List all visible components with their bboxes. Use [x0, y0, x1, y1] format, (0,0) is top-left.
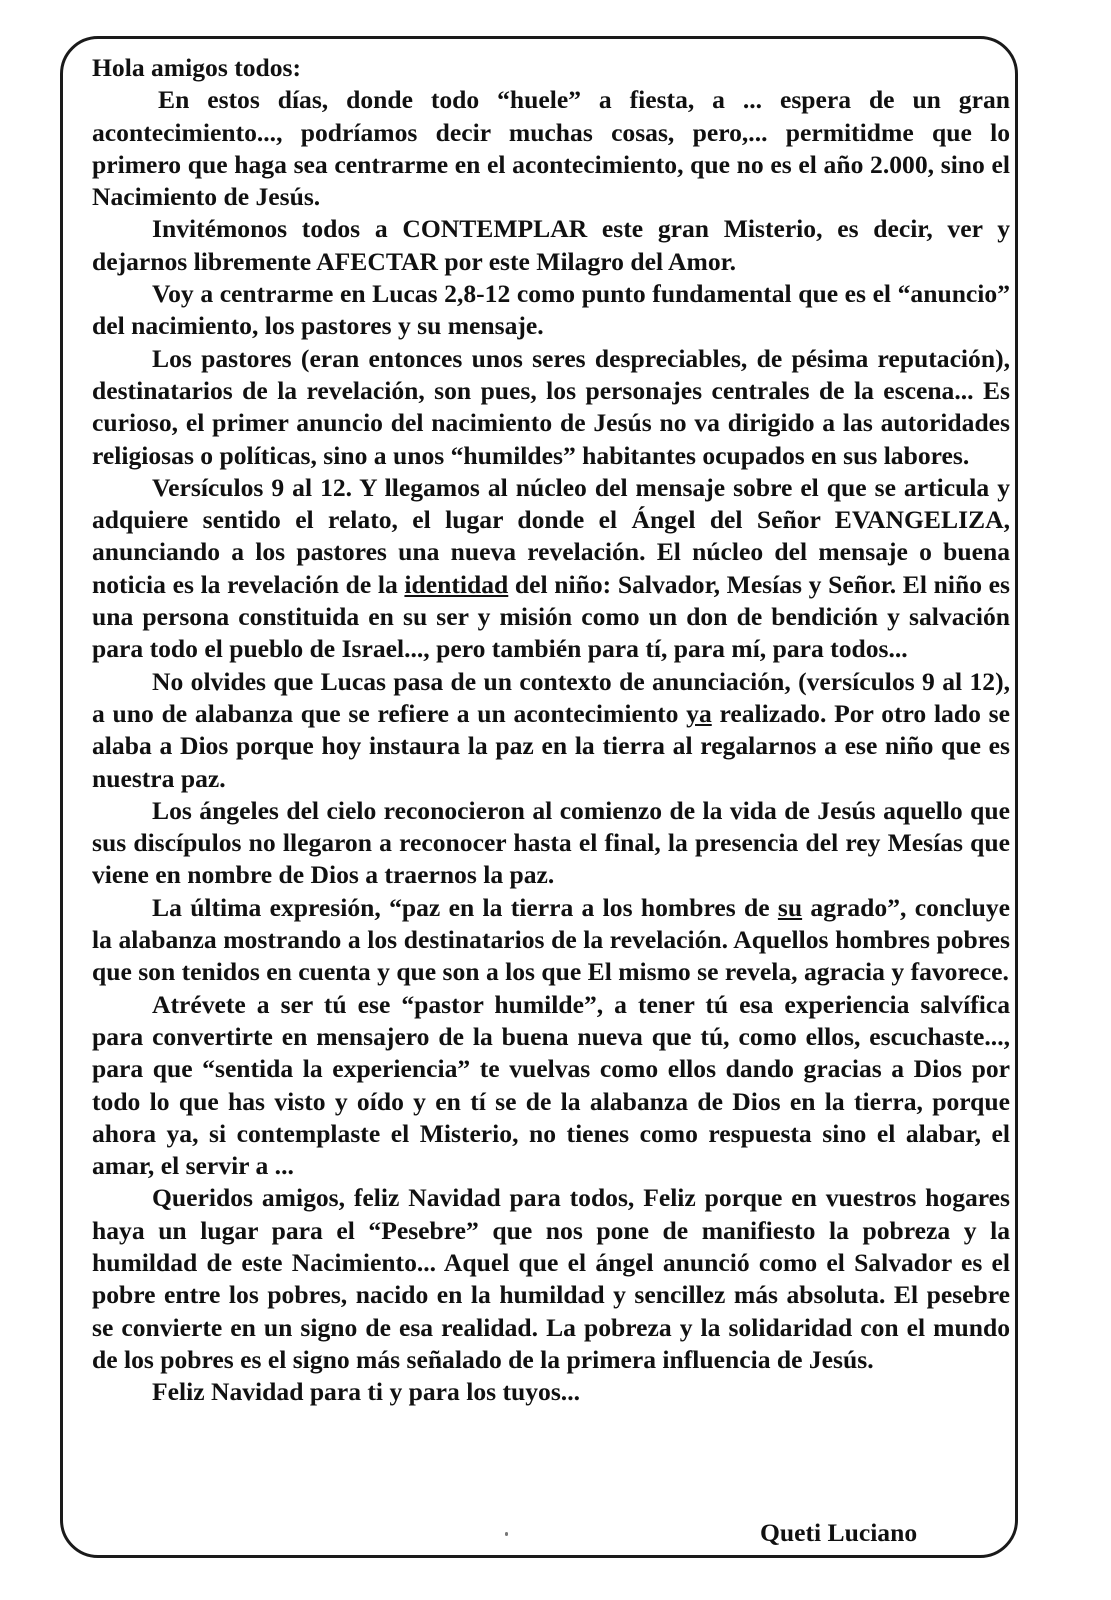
text-segment: del niño: Salvador, Mesías y Señor. El niño es una persona constituida en su ser y misión como un don de bendición y salvación para todo el pueblo de Israel..., pero también para tí, para mí, para todos...: [92, 569, 1010, 664]
paragraph-intro: En estos días, donde todo “huele” a fiesta, a ... espera de un gran acontecimiento..., podríamos decir muchas cosas, pero,... permitidme que lo primero que haga sea centrarme en el acontecimiento, que no es el año 2.000, sino el Nacimiento de Jesús.: [92, 85, 1010, 212]
text-segment: La última expresión, “paz en la tierra a los hombres de: [152, 892, 778, 922]
text-segment: realizado. Por otro lado se alaba a Dios porque hoy instaura la paz en la tierra al regalarnos a ese niño que es nuestra paz.: [92, 698, 1010, 793]
underlined-word: identidad: [404, 569, 509, 599]
paragraph-versiculos: [92, 472, 1010, 666]
underlined-word: su: [777, 892, 803, 922]
paragraph-pastores: Los pastores (eran entonces unos seres despreciables, de pésima reputación), destinatarios de la revelación, son pues, los personajes centrales de la escena... Es curioso, el primer anuncio del nacimiento de Jesús no va dirigido a las autoridades religiosas o políticas, sino a unos “humildes” habitantes ocupados en sus labores.: [92, 343, 1010, 470]
paragraph-expresion: [92, 892, 1010, 989]
paragraph-lucas: Voy a centrarme en Lucas 2,8-12 como punto fundamental que es el “anuncio” del nacimiento, los pastores y su mensaje.: [92, 279, 1010, 341]
letter-body: [92, 52, 1010, 1408]
text-segment: No olvides que Lucas pasa de un contexto de anunciación, (versículos 9 al 12), a uno de alabanza que se refiere a un acontecimiento: [92, 666, 1010, 728]
scan-speck: [505, 1532, 508, 1536]
text-segment: Versículos 9 al 12. Y llegamos al núcleo del mensaje sobre el que se articula y adquiere sentido el relato, el lugar donde el Ángel del Señor EVANGELIZA, anunciando a los pastores una nueva revelación. El núcleo del mensaje o buena noticia es la revelación de la: [92, 472, 1010, 599]
paragraph-anunciacion: [92, 666, 1010, 795]
paragraph-angeles: Los ángeles del cielo reconocieron al comienzo de la vida de Jesús aquello que sus discípulos no llegaron a reconocer hasta el final, la presencia del rey Mesías que viene en nombre de Dios a traernos la paz.: [92, 795, 1010, 890]
paragraph-atrevete: Atrévete a ser tú ese “pastor humilde”, a tener tú esa experiencia salvífica para convertirte en mensajero de la buena nueva que tú, como ellos, escuchaste..., para que “sentida la experiencia” te vuelvas como ellos dando gracias a Dios por todo lo que has visto y oído y en tí se de la alabanza de Dios en la tierra, porque ahora ya, si contemplaste el Misterio, no tienes como respuesta sino el alabar, el amar, el servir a ...: [92, 989, 1010, 1181]
paragraph-queridos: Queridos amigos, feliz Navidad para todos, Feliz porque en vuestros hogares haya un lugar para el “Pesebre” que nos pone de manifiesto la pobreza y la humildad de este Nacimiento... Aquel que el ángel anunció como el Salvador es el pobre entre los pobres, nacido en la humildad y sencillez más absoluta. El pesebre se convierte en un signo de esa realidad. La pobreza y la solidaridad con el mundo de los pobres es el signo más señalado de la primera influencia de Jesús.: [92, 1183, 1010, 1374]
greeting: Hola amigos todos:: [92, 53, 302, 82]
closing-line: Feliz Navidad para ti y para los tuyos...: [152, 1377, 580, 1407]
underlined-word: ya: [686, 698, 712, 728]
paragraph-contemplar: Invitémonos todos a CONTEMPLAR este gran Misterio, es decir, ver y dejarnos libremente AFECTAR por este Milagro del Amor.: [92, 214, 1010, 276]
text-segment: agrado”, concluye la alabanza mostrando a los destinatarios de la revelación. Aquellos hombres pobres que son tenidos en cuenta y que son a los que El mismo se revela, agracia y favorece.: [92, 892, 1010, 987]
signature: Queti Luciano: [760, 1518, 918, 1547]
